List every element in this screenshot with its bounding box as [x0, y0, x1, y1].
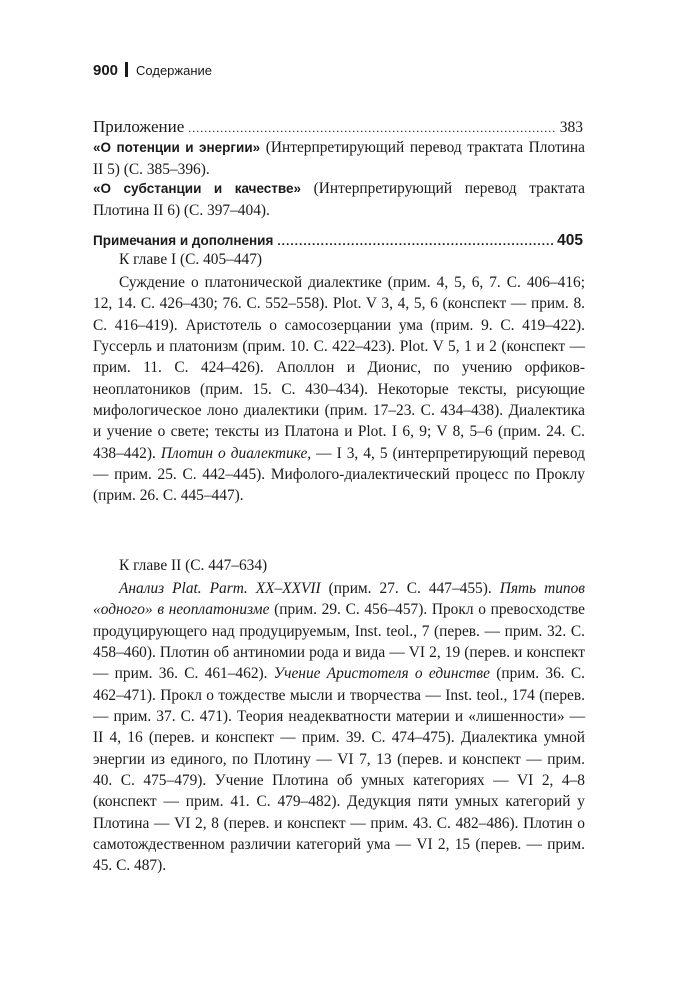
appendix-entry-text: (Интерпретирующий перевод трактата Плотина II 5) (С. 385–396). [93, 139, 585, 178]
toc-entry-notes [93, 232, 583, 250]
appendix-entry-title: «О потенции и энергии» [93, 140, 261, 155]
chapter-heading: К главе I (С. 405–447) [119, 251, 263, 268]
running-header [93, 62, 212, 79]
toc-title: Приложение [93, 117, 185, 136]
paragraph-text: Суждение о платонической диалектике (прим. 4, 5, 6, 7. С. 406–416; 12, 14. С. 426–430; 76. С. 552–558). Plot. V 3, 4, 5, 6 (конспект — прим. 8. С. 416–419). Аристотель о самосозерцании ума (прим. 9. С. 419–422). Гуссерль и платонизм (прим. 10. С. 422–423). Plot. V 5, 1 и 2 (конспект — прим. 11. С. 424–426). Аполлон и Дионис, по учению орфиков-неоплатоников (прим. 15. С. 430–434). Некоторые тексты, рисующие мифологическое лоно диалектики (прим. 17–23. С. 434–438). Диалектика и учение о свете; тексты из Платона и Plot. I 6, 9; V 8, 5–6 (прим. 24. С. 438–442). [93, 274, 585, 462]
toc-page-number: 405 [557, 232, 583, 249]
page-number: 900 [93, 62, 119, 79]
paragraph-text: (прим. 36. С. 462–471). Прокл о тождестве мысли и творчества — Inst. teol., 174 (перев. — прим. 37. С. 471). Теория неадекватности материи и «лишенности» — II 4, 16 (перев. и конспект — прим. 39. С. 474–475). Диалектика умной энергии из единого, по Плотину — VI 7, 13 (перев. и конспект — прим. 40. С. 475–479). Учение Плотина об умных категориях — VI 2, 4–8 (конспект — прим. 41. С. 479–482). Дедукция пяти умных категорий у Плотина — VI 2, 8 (перев. и конспект — прим. 43. С. 482–486). Плотин о самотождественном различии категорий ума — VI 2, 15 (перев. — прим. 45. С. 487). [93, 665, 586, 875]
paragraph-text: — I 3, 4, 5 (интерпретирующий перевод — прим. 25. С. 442–445). Мифолого-диалектический процесс по Проклу (прим. 26. С. 445–447). [93, 444, 585, 505]
toc-title: Примечания и дополнения [93, 233, 274, 248]
paragraph-text: (прим. 29. С. 456–457). Прокл о превосходстве продуцирующего над продуцируемым, Inst. teol., 7 (перев. — прим. 32. С. 458–460). Плотин об антиномии рода и вида — VI 2, 19 (перев. и конспект — прим. 36. С. 461–462). [93, 601, 585, 683]
appendix-entry-title: «О субстанции и качестве» [93, 181, 302, 196]
paragraph-italic: Плотин о диалектике, [160, 444, 312, 462]
paragraph-italic: Пять типов «одного» в неоплатонизме [93, 580, 585, 619]
paragraph-italic: Анализ Plat. Parm. XX–XXVII [119, 580, 321, 597]
header-title: Содержание [136, 63, 213, 78]
appendix-entry [93, 137, 585, 180]
paragraph-italic: Учение Аристотеля о единстве [273, 665, 490, 683]
appendix-entry-text: (Интерпретирующий перевод трактата Плотина II 6) (С. 397–404). [93, 180, 585, 219]
chapter-paragraph [93, 272, 585, 507]
header-separator [125, 62, 128, 77]
chapter-paragraph [93, 578, 585, 877]
toc-page-number: 383 [559, 119, 583, 136]
toc-leader-dots [188, 121, 556, 136]
toc-entry-appendix [93, 117, 583, 137]
toc-leader-dots [277, 234, 553, 248]
paragraph-text: (прим. 27. С. 447–455). [320, 580, 500, 597]
chapter-heading: К главе II (С. 447–634) [119, 557, 268, 574]
appendix-entry [93, 178, 585, 221]
